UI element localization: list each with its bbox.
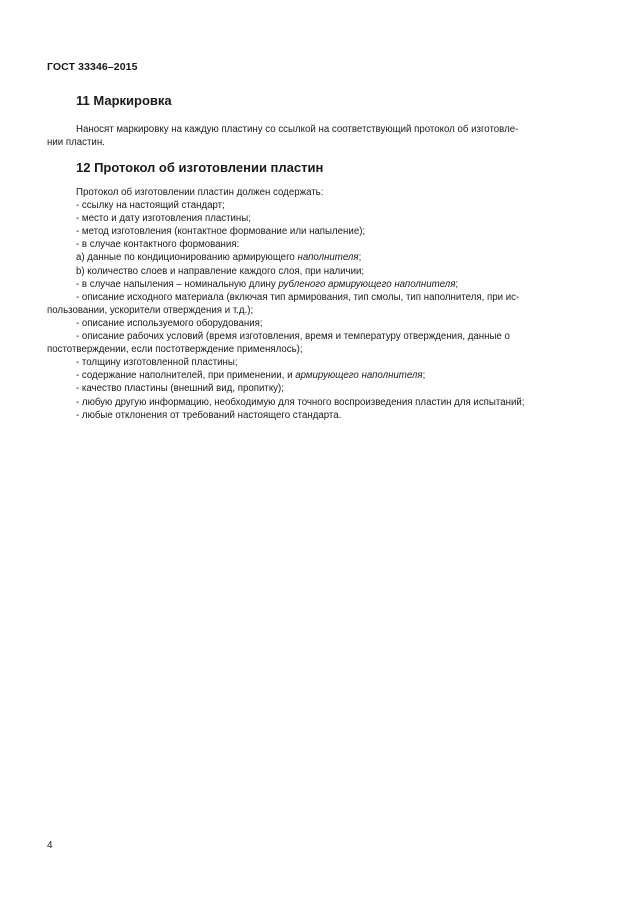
list-item-raw-material-line-1: - описание исходного материала (включая тип армирования, тип смолы, тип наполнителя, при ис- bbox=[76, 291, 520, 303]
section-11-text-line-2: нии пластин. bbox=[47, 137, 105, 149]
list-item-contact-forming: - в случае контактного формования: bbox=[76, 239, 240, 251]
section-11-text-line-1: Наносят маркировку на каждую пластину со ссылкой на соответствующий протокол об изготовле- bbox=[76, 124, 519, 135]
list-item-conditions-line-2: постотверждении, если постотверждение применялось); bbox=[47, 344, 303, 356]
list-item-spraying: - в случае напыления – номинальную длину рубленого армирующего наполнителя; bbox=[76, 278, 459, 290]
section-12 bbox=[47, 160, 583, 422]
section-12-title: 12 Протокол об изготовлении пластин bbox=[76, 160, 324, 175]
list-item-deviations: - любые отклонения от требований настоящего стандарта. bbox=[76, 409, 342, 421]
list-item-standard-ref: - ссылку на настоящий стандарт; bbox=[76, 200, 225, 212]
page-number: 4 bbox=[47, 840, 53, 851]
list-item-quality: - качество пластины (внешний вид, пропитку); bbox=[76, 383, 284, 395]
section-11-title: 11 Маркировка bbox=[76, 93, 172, 108]
list-item-other-info: - любую другую информацию, необходимую для точного воспроизведения пластин для испытаний; bbox=[76, 396, 525, 408]
list-item-equipment: - описание используемого оборудования; bbox=[76, 317, 263, 329]
document-code: ГОСТ 33346–2015 bbox=[47, 61, 138, 73]
list-item-method: - метод изготовления (контактное формование или напыление); bbox=[76, 226, 366, 238]
list-item-raw-material-line-2: пользовании, ускорители отверждения и т.д.); bbox=[47, 304, 254, 316]
list-item-thickness: - толщину изготовленной пластины; bbox=[76, 357, 238, 369]
section-12-intro: Протокол об изготовлении пластин должен содержать: bbox=[76, 187, 324, 198]
list-item-fillers: - содержание наполнителей, при применении, и армирующего наполнителя; bbox=[76, 370, 426, 382]
section-11 bbox=[47, 93, 583, 149]
list-item-conditioning: а) данные по кондиционированию армирующего наполнителя; bbox=[76, 252, 362, 264]
list-item-layers: b) количество слоев и направление каждого слоя, при наличии; bbox=[76, 265, 365, 277]
list-item-place-date: - место и дату изготовления пластины; bbox=[76, 213, 251, 225]
list-item-conditions-line-1: - описание рабочих условий (время изготовления, время и температуру отверждения, данные о bbox=[76, 331, 510, 343]
